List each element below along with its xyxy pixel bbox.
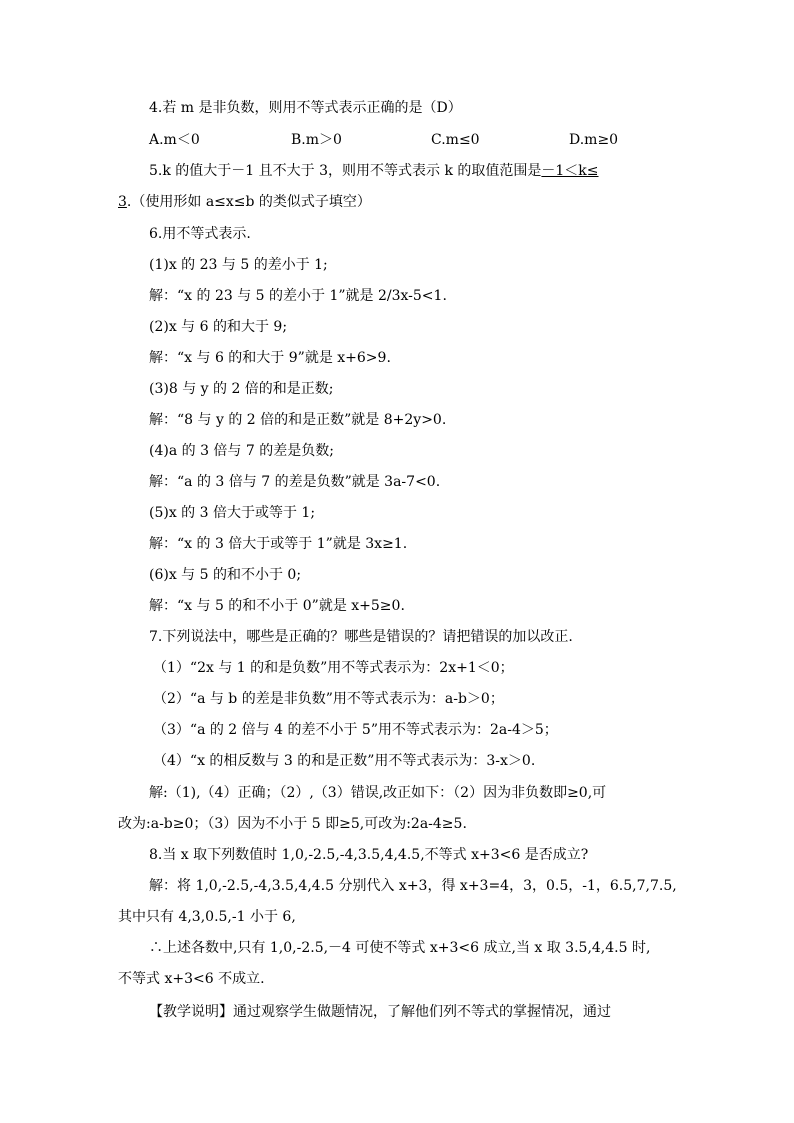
q6-solution-5: 解：“x 的 3 倍大于或等于 1”就是 3x≥1. bbox=[149, 536, 408, 552]
q6-item-4: (4)a 的 3 倍与 7 的差是负数; bbox=[149, 443, 334, 459]
q6-item-5: (5)x 的 3 倍大于或等于 1; bbox=[149, 505, 316, 521]
q5-line-1 bbox=[149, 162, 794, 180]
q4-stem: 4.若 m 是非负数，则用不等式表示正确的是（D） bbox=[149, 100, 462, 116]
q5-text: 5.k 的值大于－1 且不大于 3，则用不等式表示 k 的取值范围是 bbox=[149, 163, 542, 179]
q6-title: 6.用不等式表示. bbox=[149, 226, 251, 242]
q7-answer-line-1: 解:（1),（4）正确；（2）,（3）错误,改正如下：（2）因为非负数即≥0,可 bbox=[149, 785, 607, 801]
q8-conclusion-line-2: 不等式 x+3<6 不成立. bbox=[118, 971, 265, 987]
q7-item-3: （3）“a 的 2 倍与 4 的差不小于 5”用不等式表示为：2a-4＞5； bbox=[153, 722, 558, 738]
q7-item-4: （4）“x 的相反数与 3 的和是正数”用不等式表示为：3-x＞0. bbox=[153, 753, 536, 769]
q6-item-3: (3)8 与 y 的 2 倍的和是正数; bbox=[149, 381, 334, 397]
q6-item-2: (2)x 与 6 的和大于 9; bbox=[149, 319, 288, 335]
q6-solution-2: 解：“x 与 6 的和大于 9”就是 x+6>9. bbox=[149, 350, 391, 366]
q6-solution-3: 解：“8 与 y 的 2 倍的和是正数”就是 8+2y>0. bbox=[149, 412, 447, 428]
q8-conclusion-line-1: ∴上述各数中,只有 1,0,-2.5,－4 可使不等式 x+3<6 成立,当 x 取 3.5,4,4.5 时, bbox=[149, 940, 651, 956]
q5-answer-part-1: －1＜k≤ bbox=[541, 163, 599, 179]
q8-title: 8.当 x 取下列数值时 1,0,-2.5,-4,3.5,4,4.5,不等式 x+3<6 是否成立? bbox=[149, 847, 589, 863]
q8-solution-line-1: 解：将 1,0,-2.5,-4,3.5,4,4.5 分别代入 x+3，得 x+3=4，3，0.5，-1，6.5,7,7.5, bbox=[149, 878, 677, 894]
q6-solution-4: 解：“a 的 3 倍与 7 的差是负数”就是 3a-7<0. bbox=[149, 474, 441, 490]
q7-answer-line-2: 改为:a-b≥0；（3）因为不小于 5 即≥5,可改为:2a-4≥5. bbox=[118, 816, 467, 832]
q5-answer-part-2: 3 bbox=[118, 194, 127, 210]
teaching-note: 【教学说明】通过观察学生做题情况，了解他们列不等式的掌握情况，通过 bbox=[149, 1004, 611, 1020]
q6-solution-6: 解：“x 与 5 的和不小于 0”就是 x+5≥0. bbox=[149, 598, 405, 614]
q4-option-d: D.m≥0 bbox=[569, 132, 619, 148]
q6-solution-1: 解：“x 的 23 与 5 的差小于 1”就是 2/3x-5<1. bbox=[149, 288, 447, 304]
q4-option-a: A.m＜0 bbox=[149, 132, 200, 148]
q7-title: 7.下列说法中，哪些是正确的？哪些是错误的？请把错误的加以改正. bbox=[149, 629, 573, 645]
q5-hint: .（使用形如 a≤x≤b 的类似式子填空） bbox=[126, 194, 371, 210]
q4-option-c: C.m≤0 bbox=[431, 132, 480, 148]
q6-item-6: (6)x 与 5 的和不小于 0; bbox=[149, 567, 302, 583]
q7-item-1: （1）“2x 与 1 的和是负数”用不等式表示为：2x+1＜0； bbox=[153, 660, 514, 676]
q4-options bbox=[149, 131, 794, 149]
q4-option-b: B.m＞0 bbox=[291, 132, 342, 148]
q7-item-2: （2）“a 与 b 的差是非负数”用不等式表示为：a-b＞0； bbox=[153, 691, 504, 707]
q5-line-2 bbox=[118, 193, 794, 211]
q8-solution-line-2: 其中只有 4,3,0.5,-1 小于 6, bbox=[118, 909, 296, 925]
q6-item-1: (1)x 的 23 与 5 的差小于 1; bbox=[149, 257, 328, 273]
